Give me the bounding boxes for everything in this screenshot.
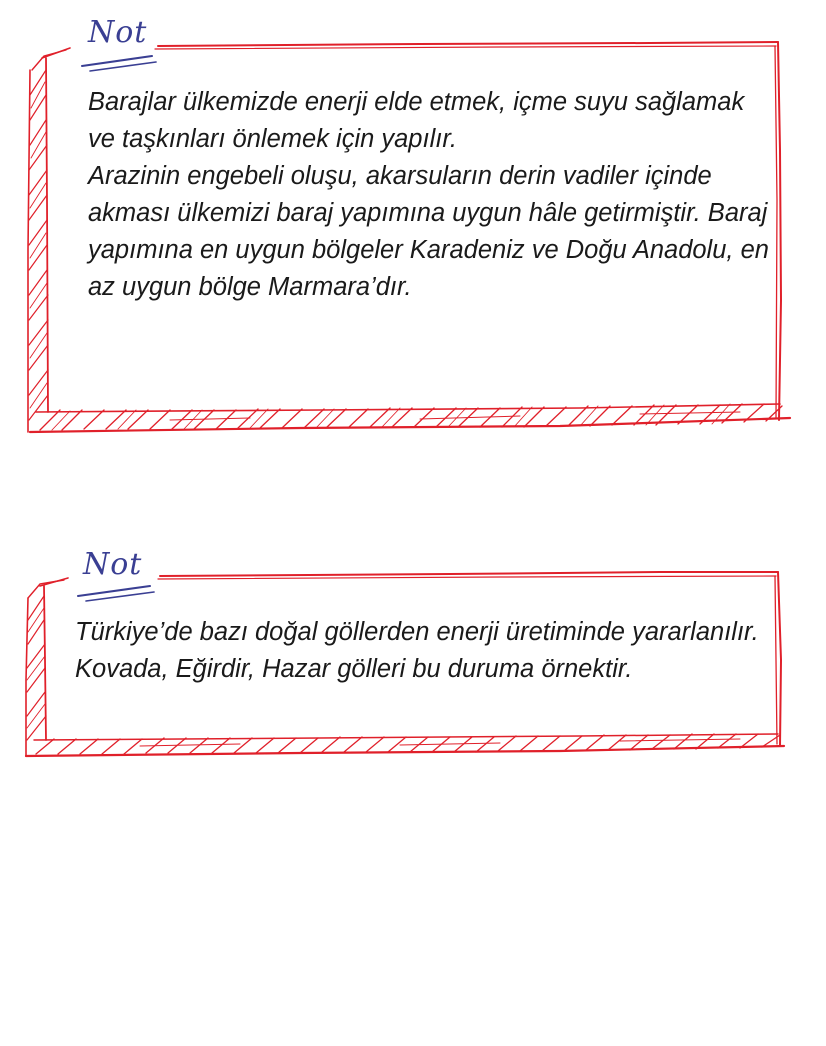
label-underline-icon <box>82 56 156 71</box>
note-text <box>75 614 780 688</box>
note-paragraph: Türkiye’de bazı doğal göllerden enerji üretiminde yararlanılır. Kovada, Eğirdir, Hazar gölleri bu duruma örnektir. <box>75 618 759 683</box>
note-label: Not <box>83 547 143 582</box>
note-label: Not <box>88 15 148 50</box>
note-text <box>88 84 778 306</box>
note-box-2 <box>0 540 826 770</box>
note-paragraph: Arazinin engebeli oluşu, akarsuların derin vadiler içinde akması ülkemizi baraj yapımına uygun hâle getirmiştir. Baraj yapımına en uygun bölgeler Karadeniz ve Doğu Anadolu, en az uygun bölge Marmara’dır. <box>88 162 769 301</box>
note-paragraph: Barajlar ülkemizde enerji elde etmek, içme suyu sağlamak ve taşkınları önlemek için yapılır. <box>88 88 745 153</box>
note-box-1 <box>0 0 826 450</box>
label-underline-icon <box>78 586 154 601</box>
